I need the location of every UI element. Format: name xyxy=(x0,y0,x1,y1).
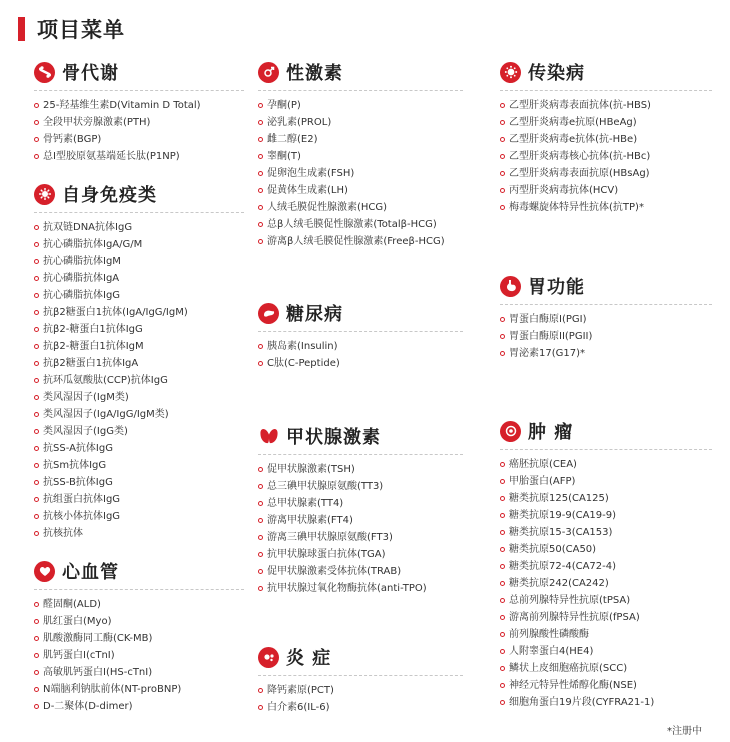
bullet-icon xyxy=(258,239,263,244)
category-title: 骨代谢 xyxy=(62,63,119,84)
list-item xyxy=(258,355,463,372)
list-item xyxy=(500,182,712,199)
category-divider xyxy=(34,90,244,91)
bullet-icon xyxy=(500,188,505,193)
list-item xyxy=(34,647,244,664)
bullet-icon xyxy=(34,412,39,417)
item-label: 抗β2-糖蛋白1抗体IgM xyxy=(43,341,144,352)
list-item xyxy=(34,440,244,457)
item-list xyxy=(500,97,712,216)
list-item xyxy=(500,345,712,362)
list-item xyxy=(500,575,712,592)
bullet-icon xyxy=(258,361,263,366)
item-label: 醛固酮(ALD) xyxy=(43,599,101,610)
list-item xyxy=(258,131,463,148)
item-label: 类风湿因子(IgA/IgG/IgM类) xyxy=(43,409,169,420)
bullet-icon xyxy=(34,225,39,230)
item-label: 雌二醇(E2) xyxy=(267,134,318,145)
list-item xyxy=(258,338,463,355)
category-header xyxy=(258,644,463,670)
list-item xyxy=(258,182,463,199)
item-label: 胰岛素(Insulin) xyxy=(267,341,338,352)
list-item xyxy=(500,507,712,524)
bullet-icon xyxy=(34,276,39,281)
bullet-icon xyxy=(34,602,39,607)
bullet-icon xyxy=(34,514,39,519)
item-label: 促甲状腺激素受体抗体(TRAB) xyxy=(267,566,402,577)
item-label: 鳞状上皮细胞癌抗原(SCC) xyxy=(509,663,628,674)
item-label: 梅毒螺旋体特异性抗体(抗TP)* xyxy=(509,202,644,213)
list-item xyxy=(34,253,244,270)
bullet-icon xyxy=(258,535,263,540)
bone-icon xyxy=(34,62,55,83)
bullet-icon xyxy=(500,351,505,356)
bullet-icon xyxy=(500,103,505,108)
category-title: 心血管 xyxy=(62,562,119,583)
list-item xyxy=(500,643,712,660)
item-label: 乙型肝炎病毒表面抗体(抗-HBS) xyxy=(509,100,651,111)
category-header xyxy=(34,181,244,207)
list-item xyxy=(500,328,712,345)
item-label: 骨钙素(BGP) xyxy=(43,134,102,145)
bullet-icon xyxy=(500,496,505,501)
category-divider xyxy=(500,449,712,450)
list-item xyxy=(500,148,712,165)
bullet-icon xyxy=(500,564,505,569)
category-title: 甲状腺激素 xyxy=(286,427,381,448)
bullet-icon xyxy=(500,649,505,654)
list-item xyxy=(258,512,463,529)
category-thyroid xyxy=(258,423,463,597)
item-list xyxy=(258,338,463,372)
item-label: 肌钙蛋白I(cTnI) xyxy=(43,650,115,661)
bullet-icon xyxy=(34,704,39,709)
category-header xyxy=(258,59,463,85)
item-label: 乙型肝炎病毒核心抗体(抗-HBc) xyxy=(509,151,651,162)
category-title: 传染病 xyxy=(528,63,585,84)
list-item xyxy=(34,219,244,236)
virus-icon xyxy=(34,184,55,205)
bullet-icon xyxy=(258,205,263,210)
category-header xyxy=(500,59,712,85)
bullet-icon xyxy=(258,467,263,472)
item-label: 人绒毛膜促性腺激素(HCG) xyxy=(267,202,388,213)
list-item xyxy=(34,457,244,474)
item-label: 睾酮(T) xyxy=(267,151,301,162)
bullet-icon xyxy=(258,171,263,176)
item-label: 抗β2-糖蛋白1抗体IgG xyxy=(43,324,143,335)
list-item xyxy=(500,456,712,473)
list-item xyxy=(34,148,244,165)
item-label: 前列腺酸性磷酸酶 xyxy=(509,629,589,640)
bullet-icon xyxy=(34,154,39,159)
list-item xyxy=(500,592,712,609)
category-header xyxy=(34,558,244,584)
list-item xyxy=(34,236,244,253)
list-item xyxy=(34,596,244,613)
item-label: 抗甲状腺球蛋白抗体(TGA) xyxy=(267,549,386,560)
list-item xyxy=(34,681,244,698)
bullet-icon xyxy=(500,334,505,339)
category-header xyxy=(500,418,712,444)
category-divider xyxy=(500,90,712,91)
category-infectious xyxy=(500,59,712,216)
list-item xyxy=(500,660,712,677)
bullet-icon xyxy=(500,666,505,671)
item-label: 丙型肝炎病毒抗体(HCV) xyxy=(509,185,619,196)
bullet-icon xyxy=(258,501,263,506)
list-item xyxy=(258,233,463,250)
list-item xyxy=(34,304,244,321)
list-item xyxy=(500,694,712,711)
bullet-icon xyxy=(34,480,39,485)
category-bone xyxy=(34,59,244,165)
category-autoimmune xyxy=(34,181,244,542)
item-label: 抗β2糖蛋白1抗体(IgA/IgG/IgM) xyxy=(43,307,188,318)
item-list xyxy=(34,97,244,165)
list-item xyxy=(34,270,244,287)
list-item xyxy=(34,97,244,114)
list-item xyxy=(500,609,712,626)
item-label: 糖类抗原125(CA125) xyxy=(509,493,609,504)
list-item xyxy=(258,216,463,233)
category-divider xyxy=(258,675,463,676)
list-item xyxy=(500,199,712,216)
bullet-icon xyxy=(500,205,505,210)
list-item xyxy=(500,114,712,131)
item-label: 糖类抗原19-9(CA19-9) xyxy=(509,510,617,521)
pancreas-icon xyxy=(258,303,279,324)
thyroid-icon xyxy=(258,426,279,447)
item-label: 泌乳素(PROL) xyxy=(267,117,332,128)
bullet-icon xyxy=(34,242,39,247)
bullet-icon xyxy=(34,327,39,332)
item-label: 抗心磷脂抗体IgA/G/M xyxy=(43,239,143,250)
category-tumor xyxy=(500,418,712,711)
bullet-icon xyxy=(34,103,39,108)
page-title: 项目菜单 xyxy=(37,18,125,42)
list-item xyxy=(34,423,244,440)
category-title: 肿 瘤 xyxy=(528,422,574,443)
heart-icon xyxy=(34,561,55,582)
list-item xyxy=(34,491,244,508)
bullet-icon xyxy=(500,632,505,637)
list-item xyxy=(258,495,463,512)
item-label: 孕酮(P) xyxy=(267,100,301,111)
list-item xyxy=(258,199,463,216)
item-label: 乙型肝炎病毒e抗体(抗-HBe) xyxy=(509,134,638,145)
bullet-icon xyxy=(34,463,39,468)
item-label: 总三碘甲状腺原氨酸(TT3) xyxy=(267,481,384,492)
item-label: 游离甲状腺素(FT4) xyxy=(267,515,353,526)
item-label: 癌胚抗原(CEA) xyxy=(509,459,577,470)
category-divider xyxy=(34,589,244,590)
item-label: 抗Sm抗体IgG xyxy=(43,460,107,471)
list-item xyxy=(34,525,244,542)
item-label: 类风湿因子(IgM类) xyxy=(43,392,129,403)
category-divider xyxy=(500,304,712,305)
bullet-icon xyxy=(34,395,39,400)
list-item xyxy=(258,148,463,165)
cell-icon xyxy=(500,421,521,442)
item-label: 肌红蛋白(Myo) xyxy=(43,616,112,627)
list-item xyxy=(258,699,463,716)
list-item xyxy=(34,114,244,131)
item-label: 白介素6(IL-6) xyxy=(267,702,330,713)
item-label: 抗心磷脂抗体IgG xyxy=(43,290,121,301)
item-label: 糖类抗原50(CA50) xyxy=(509,544,597,555)
item-list xyxy=(258,461,463,597)
bullet-icon xyxy=(500,479,505,484)
list-item xyxy=(500,490,712,507)
item-label: 游离β人绒毛膜促性腺激素(Freeβ-HCG) xyxy=(267,236,445,247)
bullet-icon xyxy=(34,137,39,142)
list-item xyxy=(500,97,712,114)
list-item xyxy=(258,461,463,478)
bullet-icon xyxy=(34,120,39,125)
category-gastric xyxy=(500,273,712,362)
list-item xyxy=(500,131,712,148)
list-item xyxy=(258,546,463,563)
item-label: 类风湿因子(IgG类) xyxy=(43,426,128,437)
bullet-icon xyxy=(258,222,263,227)
item-label: 神经元特异性烯醇化酶(NSE) xyxy=(509,680,637,691)
bullet-icon xyxy=(258,518,263,523)
bullet-icon xyxy=(500,154,505,159)
bullet-icon xyxy=(34,636,39,641)
stomach-icon xyxy=(500,276,521,297)
category-inflammation xyxy=(258,644,463,716)
list-item xyxy=(34,474,244,491)
bullet-icon xyxy=(34,497,39,502)
bullet-icon xyxy=(500,171,505,176)
item-label: 胃泌素17(G17)* xyxy=(509,348,586,359)
list-item xyxy=(500,473,712,490)
list-item xyxy=(34,338,244,355)
category-divider xyxy=(34,212,244,213)
list-item xyxy=(500,524,712,541)
item-list xyxy=(500,311,712,362)
item-list xyxy=(34,219,244,542)
item-label: 抗核抗体 xyxy=(43,528,83,539)
title-accent-bar xyxy=(18,17,25,41)
bullet-icon xyxy=(34,293,39,298)
bullet-icon xyxy=(34,531,39,536)
bullet-icon xyxy=(258,688,263,693)
list-item xyxy=(34,287,244,304)
item-label: 抗甲状腺过氧化物酶抗体(anti-TPO) xyxy=(267,583,427,594)
category-sex-hormone xyxy=(258,59,463,250)
list-item xyxy=(34,613,244,630)
bullet-icon xyxy=(500,120,505,125)
item-label: 降钙素原(PCT) xyxy=(267,685,334,696)
bullet-icon xyxy=(500,581,505,586)
bullet-icon xyxy=(34,344,39,349)
registration-footnote: *注册中 xyxy=(667,726,702,737)
bullet-icon xyxy=(500,598,505,603)
category-header xyxy=(34,59,244,85)
item-label: 抗双链DNA抗体IgG xyxy=(43,222,133,233)
list-item xyxy=(500,165,712,182)
bullet-icon xyxy=(258,569,263,574)
gender-icon xyxy=(258,62,279,83)
item-label: 高敏肌钙蛋白I(HS-cTnI) xyxy=(43,667,153,678)
list-item xyxy=(258,478,463,495)
item-label: C肽(C-Peptide) xyxy=(267,358,340,369)
list-item xyxy=(34,131,244,148)
list-item xyxy=(258,114,463,131)
bullet-icon xyxy=(258,344,263,349)
list-item xyxy=(34,406,244,423)
bullet-icon xyxy=(34,653,39,658)
bullet-icon xyxy=(500,683,505,688)
item-label: 全段甲状旁腺激素(PTH) xyxy=(43,117,151,128)
item-list xyxy=(258,682,463,716)
item-label: 人附睾蛋白4(HE4) xyxy=(509,646,594,657)
bullet-icon xyxy=(34,429,39,434)
category-title: 炎 症 xyxy=(286,648,332,669)
category-title: 自身免疫类 xyxy=(62,185,157,206)
bullet-icon xyxy=(500,462,505,467)
bullet-icon xyxy=(258,120,263,125)
bullet-icon xyxy=(34,619,39,624)
list-item xyxy=(500,677,712,694)
bullet-icon xyxy=(500,700,505,705)
item-label: 总甲状腺素(TT4) xyxy=(267,498,344,509)
germ-icon xyxy=(500,62,521,83)
item-label: 总β人绒毛膜促性腺激素(Totalβ-HCG) xyxy=(267,219,437,230)
bullet-icon xyxy=(500,317,505,322)
bullet-icon xyxy=(258,484,263,489)
bullet-icon xyxy=(258,137,263,142)
category-header xyxy=(500,273,712,299)
list-item xyxy=(258,682,463,699)
list-item xyxy=(258,563,463,580)
list-item xyxy=(34,355,244,372)
bullet-icon xyxy=(500,137,505,142)
list-item xyxy=(500,626,712,643)
list-item xyxy=(258,165,463,182)
bullet-icon xyxy=(34,361,39,366)
item-label: 促甲状腺激素(TSH) xyxy=(267,464,355,475)
category-divider xyxy=(258,331,463,332)
list-item xyxy=(500,541,712,558)
category-divider xyxy=(258,454,463,455)
bullet-icon xyxy=(258,586,263,591)
category-title: 性激素 xyxy=(286,63,343,84)
item-label: 乙型肝炎病毒表面抗原(HBsAg) xyxy=(509,168,650,179)
category-title: 胃功能 xyxy=(528,277,585,298)
category-header xyxy=(258,423,463,449)
item-label: 抗SS-A抗体IgG xyxy=(43,443,113,454)
list-item xyxy=(500,311,712,328)
item-label: 总I型胶原氨基端延长肽(P1NP) xyxy=(43,151,180,162)
item-label: 抗核小体抗体IgG xyxy=(43,511,121,522)
item-label: 促黄体生成素(LH) xyxy=(267,185,348,196)
item-label: 胃蛋白酶原II(PGII) xyxy=(509,331,593,342)
bullet-icon xyxy=(34,687,39,692)
bullet-icon xyxy=(34,378,39,383)
item-list xyxy=(500,456,712,711)
item-label: 抗SS-B抗体IgG xyxy=(43,477,113,488)
item-label: 抗心磷脂抗体IgA xyxy=(43,273,120,284)
category-diabetes xyxy=(258,300,463,372)
bullet-icon xyxy=(500,615,505,620)
category-header xyxy=(258,300,463,326)
bullet-icon xyxy=(34,446,39,451)
list-item xyxy=(34,664,244,681)
inflammation-icon xyxy=(258,647,279,668)
bullet-icon xyxy=(500,513,505,518)
bullet-icon xyxy=(500,547,505,552)
category-title: 糖尿病 xyxy=(286,304,343,325)
item-label: 乙型肝炎病毒e抗原(HBeAg) xyxy=(509,117,637,128)
list-item xyxy=(258,580,463,597)
item-label: 甲胎蛋白(AFP) xyxy=(509,476,576,487)
item-label: N端脑利钠肽前体(NT-proBNP) xyxy=(43,684,182,695)
item-label: 游离三碘甲状腺原氨酸(FT3) xyxy=(267,532,393,543)
item-label: 胃蛋白酶原I(PGI) xyxy=(509,314,587,325)
item-label: 抗环瓜氨酸肽(CCP)抗体IgG xyxy=(43,375,168,386)
item-label: 肌酸激酶同工酶(CK-MB) xyxy=(43,633,153,644)
bullet-icon xyxy=(500,530,505,535)
bullet-icon xyxy=(258,552,263,557)
item-label: 25-羟基维生素D(Vitamin D Total) xyxy=(43,100,201,111)
category-cardiovascular xyxy=(34,558,244,715)
category-divider xyxy=(258,90,463,91)
item-label: 抗心磷脂抗体IgM xyxy=(43,256,121,267)
item-label: 细胞角蛋白19片段(CYFRA21-1) xyxy=(509,697,655,708)
item-label: D-二聚体(D-dimer) xyxy=(43,701,133,712)
bullet-icon xyxy=(258,103,263,108)
item-label: 游离前列腺特异性抗原(fPSA) xyxy=(509,612,640,623)
list-item xyxy=(34,321,244,338)
item-label: 总前列腺特异性抗原(tPSA) xyxy=(509,595,631,606)
item-label: 促卵泡生成素(FSH) xyxy=(267,168,355,179)
list-item xyxy=(34,372,244,389)
item-label: 糖类抗原72-4(CA72-4) xyxy=(509,561,617,572)
bullet-icon xyxy=(258,154,263,159)
list-item xyxy=(500,558,712,575)
page-header xyxy=(18,16,125,42)
bullet-icon xyxy=(34,259,39,264)
item-list xyxy=(34,596,244,715)
item-label: 抗β2糖蛋白1抗体IgA xyxy=(43,358,139,369)
item-label: 糖类抗原15-3(CA153) xyxy=(509,527,613,538)
list-item xyxy=(258,97,463,114)
list-item xyxy=(258,529,463,546)
item-label: 抗组蛋白抗体IgG xyxy=(43,494,121,505)
bullet-icon xyxy=(34,310,39,315)
bullet-icon xyxy=(34,670,39,675)
list-item xyxy=(34,630,244,647)
list-item xyxy=(34,698,244,715)
bullet-icon xyxy=(258,705,263,710)
list-item xyxy=(34,389,244,406)
bullet-icon xyxy=(258,188,263,193)
item-label: 糖类抗原242(CA242) xyxy=(509,578,609,589)
list-item xyxy=(34,508,244,525)
item-list xyxy=(258,97,463,250)
